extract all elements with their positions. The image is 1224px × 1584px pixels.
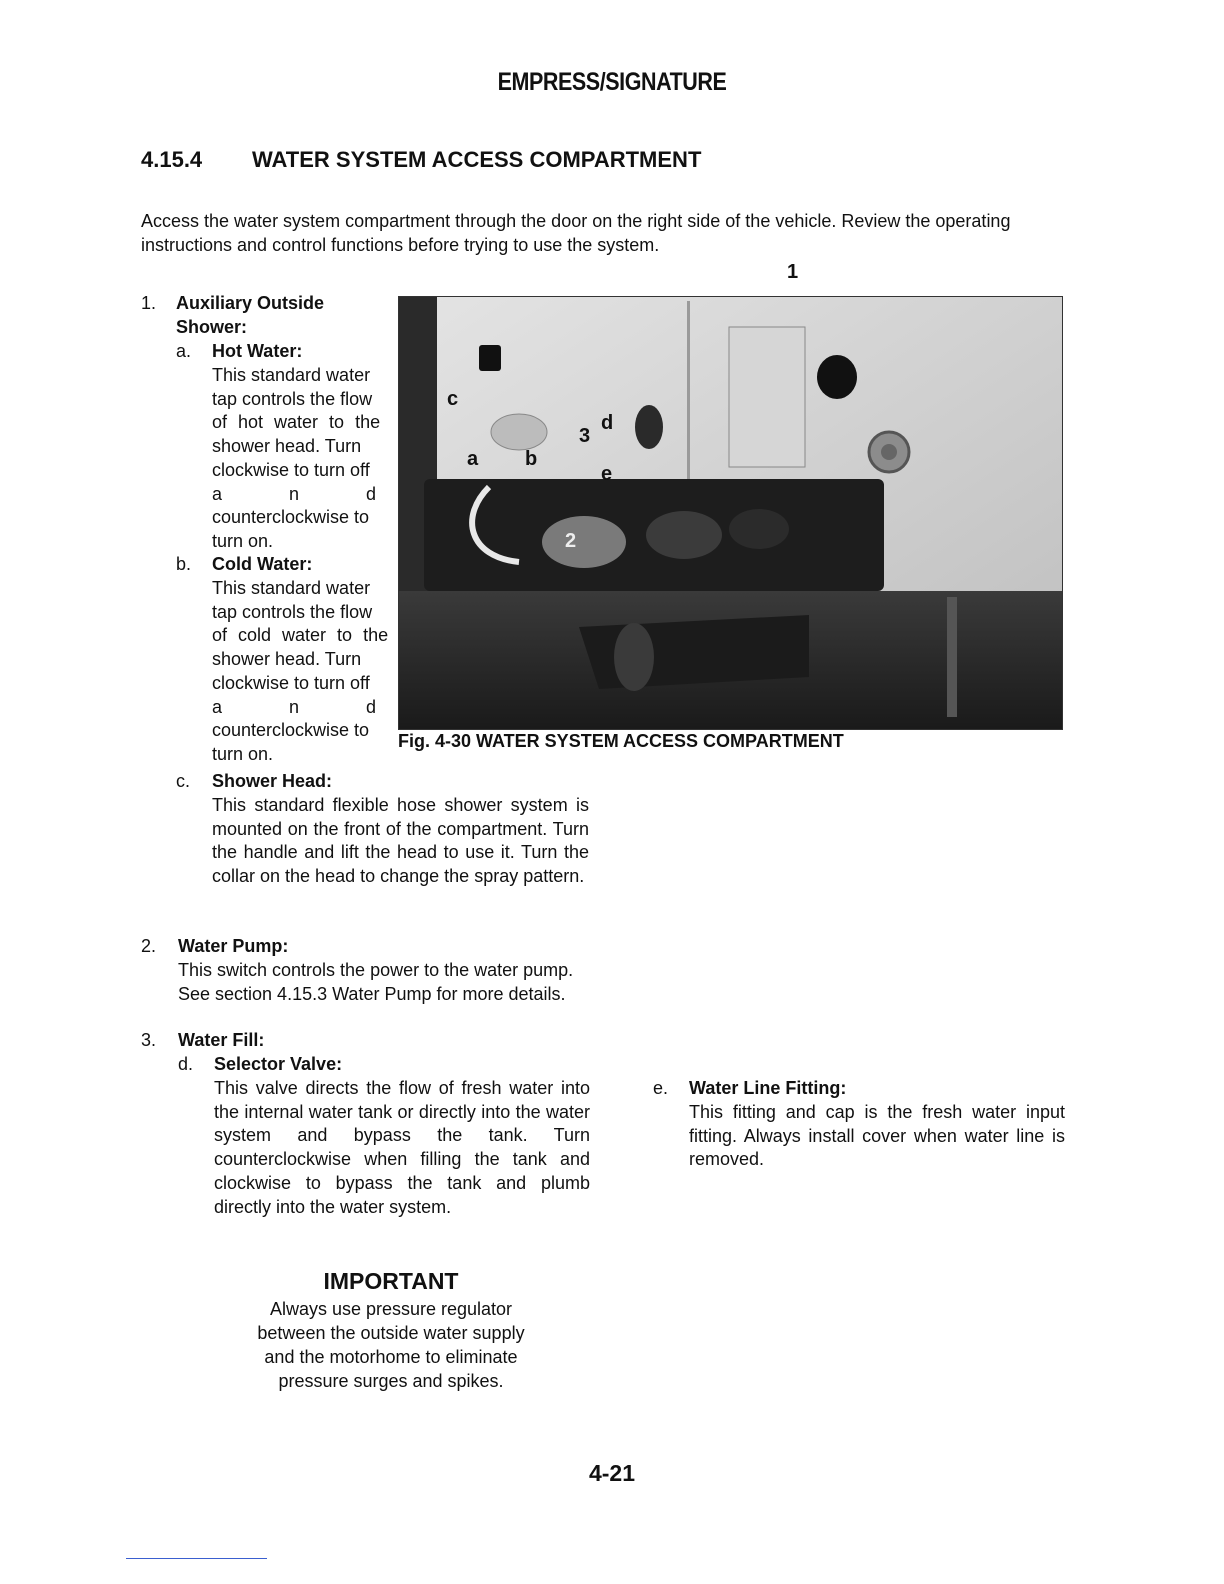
subitem-b-line: counterclockwise to xyxy=(212,720,370,741)
item-1-title-line2: Shower: xyxy=(176,317,248,337)
subitem-e-text: This fitting and cap is the fresh water input fitting. Always install cover when water line is removed. xyxy=(689,1102,1065,1170)
section-number: 4.15.4 xyxy=(141,147,203,172)
callout-b: b xyxy=(525,448,538,470)
callout-e: e xyxy=(601,463,613,485)
subitem-b-letter: b. xyxy=(176,554,192,574)
important-text: Always use pressure regulator between the outside water supply and the motorhome to eliminate pressure surges and spikes. xyxy=(257,1299,525,1391)
subitem-a-line: shower head. Turn xyxy=(212,436,362,457)
subitem-d-title: Selector Valve: xyxy=(214,1054,343,1074)
subitem-a-line: a n d xyxy=(212,483,377,504)
subitem-b-title: Cold Water: xyxy=(212,554,313,574)
item-2-title: Water Pump: xyxy=(178,936,289,956)
subitem-b-line: clockwise to turn off xyxy=(212,672,370,693)
section-title: WATER SYSTEM ACCESS COMPARTMENT xyxy=(252,147,702,172)
callout-c: c xyxy=(447,388,459,410)
document-header: EMPRESS/SIGNATURE xyxy=(497,68,727,96)
item-1-number: 1. xyxy=(141,293,157,313)
intro-paragraph: Access the water system compartment through the door on the right side of the vehicle. Review the operating instructions and control functions before trying to use the system. xyxy=(141,211,1011,255)
subitem-a-letter: a. xyxy=(176,341,192,361)
callout-d: d xyxy=(601,412,614,434)
figure-callout-1: 1 xyxy=(787,261,799,283)
subitem-a-line: of hot water to the xyxy=(212,412,381,433)
item-3-number: 3. xyxy=(141,1030,157,1050)
subitem-c-letter: c. xyxy=(176,771,191,791)
compartment-photo-illustration xyxy=(399,297,1062,729)
item-2-text: This switch controls the power to the water pump. See section 4.15.3 Water Pump for more details. xyxy=(178,960,574,1004)
subitem-a-text xyxy=(212,364,390,554)
subitem-a-line: clockwise to turn off xyxy=(212,459,370,480)
subitem-b-text xyxy=(212,577,390,767)
item-3-title: Water Fill: xyxy=(178,1030,265,1050)
figure-caption: Fig. 4-30 WATER SYSTEM ACCESS COMPARTMENT xyxy=(398,731,844,751)
water-system-compartment-photo xyxy=(398,296,1063,730)
subitem-a-line: tap controls the flow xyxy=(212,388,373,409)
subitem-e-title: Water Line Fitting: xyxy=(689,1078,847,1098)
subitem-b-line: turn on. xyxy=(212,743,274,764)
subitem-a-line: counterclockwise to xyxy=(212,507,370,528)
subitem-b-line: This standard water xyxy=(212,578,371,598)
item-2-number: 2. xyxy=(141,936,157,956)
subitem-b-line: shower head. Turn xyxy=(212,649,362,670)
page-number: 4-21 xyxy=(588,1460,636,1486)
subitem-d-text: This valve directs the flow of fresh water into the internal water tank or directly into the water system and bypass the tank. Turn counterclockwise when filling the tank and clockwise to bypass the tank and plumb directly into the water system. xyxy=(214,1078,590,1217)
subitem-b-line: of cold water to the xyxy=(212,625,389,646)
callout-2: 2 xyxy=(565,530,577,552)
important-heading: IMPORTANT xyxy=(323,1268,459,1294)
subitem-e-letter: e. xyxy=(653,1078,669,1098)
subitem-b-line: a n d xyxy=(212,696,377,717)
footer-divider xyxy=(126,1558,267,1559)
subitem-a-title: Hot Water: xyxy=(212,341,303,361)
subitem-b-line: tap controls the flow xyxy=(212,601,373,622)
callout-a: a xyxy=(467,448,479,470)
callout-3: 3 xyxy=(579,425,591,447)
subitem-c-title: Shower Head: xyxy=(212,771,333,791)
subitem-d-letter: d. xyxy=(178,1054,194,1074)
subitem-a-line: This standard water xyxy=(212,365,371,385)
subitem-a-line: turn on. xyxy=(212,530,274,551)
item-1-title-line1: Auxiliary Outside xyxy=(176,293,325,313)
subitem-c-text: This standard flexible hose shower system is mounted on the front of the compartment. Turn the handle and lift the head to use it. Turn the collar on the head to change the spray pattern. xyxy=(212,795,589,887)
